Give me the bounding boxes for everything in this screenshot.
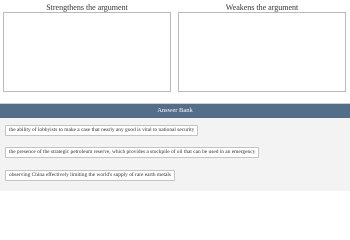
strengthens-drop-zone[interactable] <box>3 12 171 92</box>
answer-bank <box>0 103 350 191</box>
answer-chip-lobbyists[interactable]: the ability of lobbyists to make a case that nearly any good is vital to national security <box>5 125 198 136</box>
weakens-column-header: Weakens the argument <box>225 3 299 12</box>
answer-chip-petroleum-reserve[interactable]: the presence of the strategic petroleum reserve, which provides a stockpile of oil that can be used in an emergency <box>5 147 259 158</box>
answer-chip-rare-earth[interactable]: observing China effectively limiting the world's supply of rare earth metals <box>5 170 175 181</box>
strengthens-column-header: Strengthens the argument <box>46 3 128 12</box>
weakens-drop-zone[interactable] <box>178 12 346 92</box>
answer-bank-title: Answer Bank <box>0 104 350 118</box>
